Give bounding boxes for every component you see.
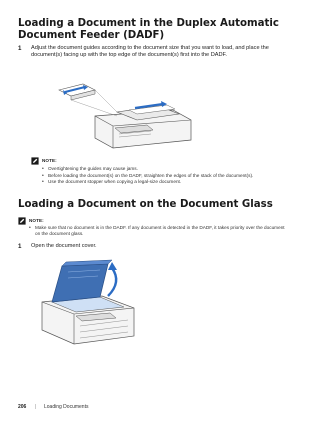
note-pencil-icon — [31, 157, 39, 165]
dadf-loading-illustration — [55, 76, 195, 152]
note-item: • Make sure that no document is in the DADF. If any document is detected in the DADF, it takes priority over the document on the document glass. — [29, 225, 288, 237]
note-label: NOTE: — [42, 158, 57, 163]
step-number: 1 — [18, 243, 22, 250]
step-text: Adjust the document guides according to the document size that you want to load, and place the document(s) facing up with the top edge of the document(s) first into the DADF. — [31, 45, 269, 59]
note-item: • Before loading the document(s) on the DADF, straighten the edges of the stack of the document(s). — [42, 173, 288, 179]
note-label: NOTE: — [29, 218, 44, 223]
page-number: 206 — [18, 404, 27, 410]
section-heading-dadf — [18, 18, 288, 42]
open-cover-illustration — [38, 252, 148, 348]
chapter-title: Loading Documents — [44, 404, 89, 410]
section-heading-line2: Document Feeder (DADF) — [18, 30, 165, 41]
section-heading-glass: Loading a Document on the Document Glass — [18, 199, 273, 210]
note-list — [42, 166, 288, 186]
step-text: Open the document cover. — [31, 243, 97, 249]
note-list — [29, 225, 288, 238]
section-heading-line1: Loading a Document in the Duplex Automatic — [18, 18, 279, 29]
step-number: 1 — [18, 45, 22, 52]
note-pencil-icon — [18, 217, 26, 225]
note-item: • Use the document stopper when copying a legal-size document. — [42, 179, 288, 185]
note-item: • Overtightening the guides may cause jams. — [42, 166, 288, 172]
footer-separator: | — [35, 404, 37, 410]
